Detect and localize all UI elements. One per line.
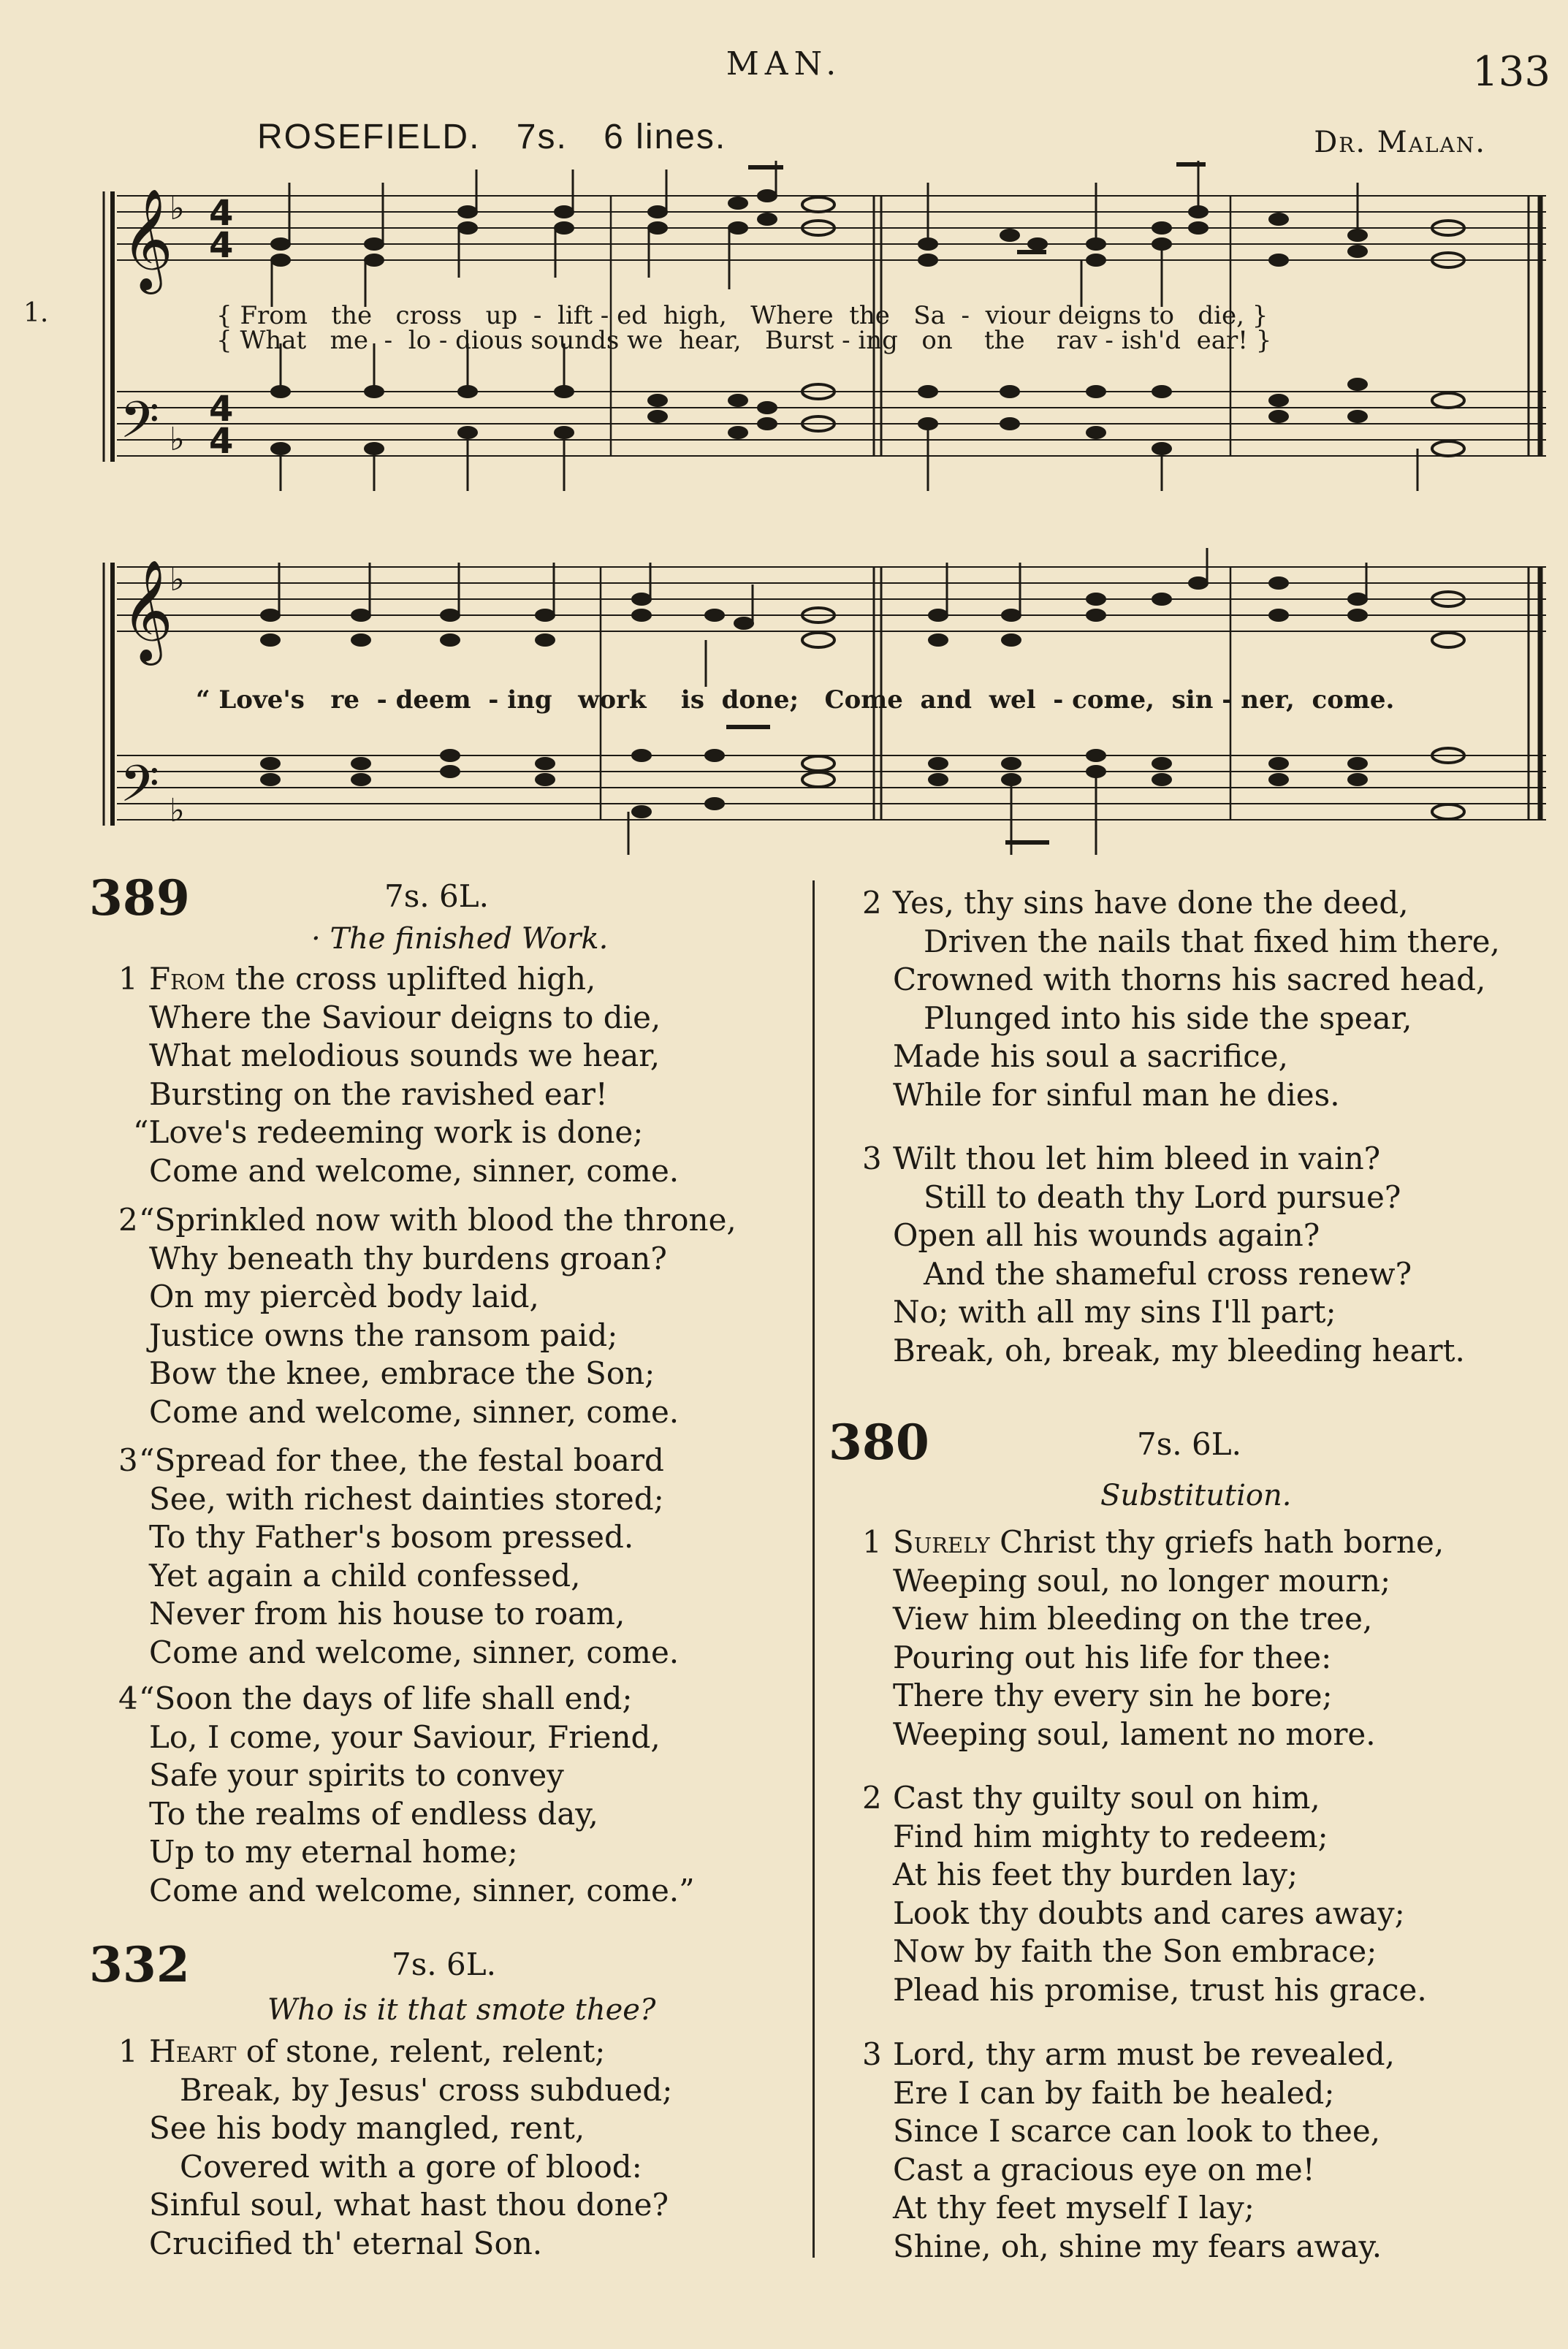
time-signature: 4 — [209, 225, 234, 266]
hymn-332-verse-1: 1 Heart of stone, relent, relent; Break, by Jesus' cross subdued; See his body mangled, rent, Covered with a gore of blood: Sinful soul, what hast thou done? Crucified th' eternal Son. — [118, 2033, 673, 2261]
hymn-meter: 7s. 6L. — [392, 1946, 496, 1982]
hymn-389-verse-3: 3“Spread for thee, the festal board See, with richest dainties stored; To thy Father's bosom pressed. Yet again a child confessed, Never from his house to roam, Come and welcome, sinner, come. — [118, 1442, 680, 1670]
tune-lines: 6 lines. — [604, 118, 727, 156]
hymn-number: 389 — [89, 869, 190, 926]
hymn-380-verse-3: 3 Lord, thy arm must be revealed, Ere I can by faith be healed; Since I scarce can look to thee, Cast a gracious eye on me! At thy feet myself I lay; Shine, oh, shine my fears away. — [862, 2036, 1395, 2264]
flat-sign: ♭ — [170, 190, 185, 227]
flat-sign: ♭ — [170, 421, 185, 458]
treble-clef-2: 𝄞 — [121, 560, 173, 661]
system1-bass-staff — [117, 392, 1546, 456]
hymn-meter: 7s. 6L. — [384, 878, 489, 914]
hymn-380-verse-2: 2 Cast thy guilty soul on him, Find him mighty to redeem; At his feet thy burden lay; Look thy doubts and cares away; Now by faith the Son embrace; Plead his promise, trust his grace. — [862, 1780, 1427, 2008]
bass-clef-2: 𝄢 — [120, 754, 160, 826]
note-heads — [260, 189, 1368, 818]
running-title: MAN. — [726, 45, 842, 83]
music-lyric-line-2: “ Love's re - deem - ing work is done; Come and wel - come, sin - ner, come. — [196, 685, 1395, 715]
hymn-title: · The finished Work. — [311, 922, 609, 956]
hymn-389-verse-2: 2“Sprinkled now with blood the throne, Why beneath thy burdens groan? On my piercèd body laid, Justice owns the ransom paid; Bow the knee, embrace the Son; Come and welcome, sinner, come. — [118, 1202, 737, 1430]
beams — [726, 162, 1206, 845]
time-signature: 4 — [209, 389, 234, 430]
tune-meter: 7s. — [516, 118, 568, 156]
hymn-title: Who is it that smote thee? — [267, 1993, 656, 2027]
music-lyric-line-1a: { From the cross up - lift - ed high, Where the Sa - viour deigns to die, } — [216, 301, 1268, 330]
system2-bass-staff — [117, 755, 1546, 820]
tune-composer: Dr. Malan. — [1314, 126, 1486, 159]
column-divider — [812, 880, 815, 2258]
tune-name: ROSEFIELD. — [257, 118, 481, 156]
hymn-389-verse-4: 4“Soon the days of life shall end; Lo, I come, your Saviour, Friend, Safe your spirits to convey To the realms of endless day, Up to my eternal home; Come and welcome, sinner, come.” — [118, 1680, 695, 1908]
hymn-number: 380 — [829, 1414, 929, 1471]
system2-treble-staff — [117, 567, 1546, 631]
music-lyric-line-1b: { What me - lo - dious sounds we hear, Burst - ing on the rav - ish'd ear! } — [216, 326, 1272, 355]
hymn-389-verse-3-cont: 3 Wilt thou let him bleed in vain? Still to death thy Lord pursue? Open all his wounds again? And the shameful cross renew? No; with all my sins I'll part; Break, oh, break, my bleeding heart. — [862, 1141, 1465, 1368]
flat-sign: ♭ — [170, 792, 185, 829]
system1-treble-staff — [117, 196, 1546, 260]
time-signature: 4 — [209, 421, 234, 462]
hymn-380-verse-1: 1 Surely Christ thy griefs hath borne, Weeping soul, no longer mourn; View him bleeding on the tree, Pouring out his life for thee: There thy every sin he bore; Weeping soul, lament no more. — [862, 1524, 1445, 1752]
hymn-389-verse-1: 1 From the cross uplifted high, Where the Saviour deigns to die, What melodious sounds we hear, Bursting on the ravished ear! “Love's redeeming work is done; Come and welcome, sinner, come. — [118, 961, 680, 1189]
hymn-meter: 7s. 6L. — [1137, 1426, 1241, 1462]
music-score — [0, 0, 1568, 877]
hymn-number: 332 — [89, 1936, 190, 1993]
flat-sign: ♭ — [170, 561, 185, 598]
half-notes — [802, 197, 1464, 819]
hymn-389-verse-2-cont: 2 Yes, thy sins have done the deed, Driven the nails that fixed him there, Crowned with thorns his sacred head, Plunged into his side the spear, Made his soul a sacrifice, While for sinful man he dies. — [862, 885, 1500, 1113]
bass-clef: 𝄢 — [120, 390, 160, 462]
music-verse-number: 1. — [23, 298, 49, 328]
time-signature: 4 — [209, 193, 234, 234]
treble-clef: 𝄞 — [121, 189, 173, 290]
page-number: 133 — [1472, 48, 1550, 96]
hymn-title: Substitution. — [1100, 1479, 1292, 1512]
